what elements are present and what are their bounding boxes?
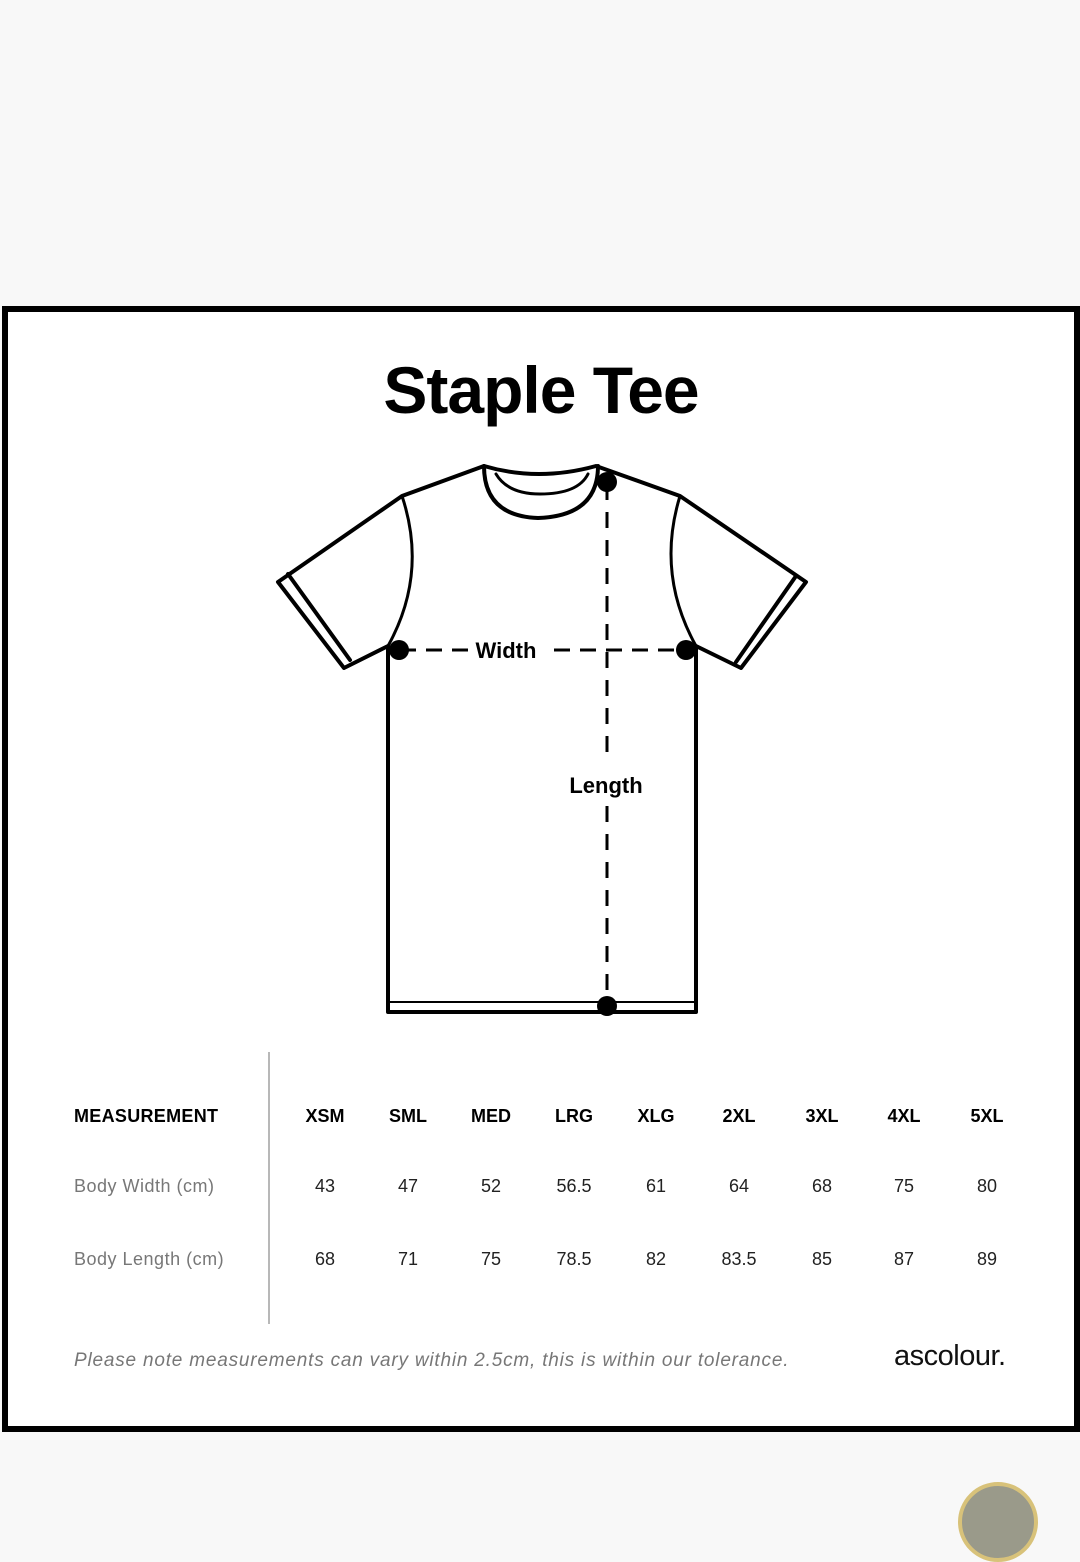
size-header: 2XL [722,1106,756,1126]
table-cell: 68 [811,1176,833,1196]
brand-logo: ascolour. [894,1340,1006,1372]
floating-action-button[interactable] [958,1482,1038,1562]
table-cell: 64 [728,1176,750,1196]
row-label: Body Width (cm) [74,1176,215,1196]
table-cell: 85 [811,1249,833,1269]
table-row-body-width [8,1176,1074,1206]
length-top-dot [597,472,617,492]
table-cell: 87 [893,1249,915,1269]
size-chart-card [2,306,1080,1432]
tolerance-note: Please note measurements can vary within 2.5cm, this is within our tolerance. [74,1350,790,1371]
table-cell: 47 [397,1176,419,1196]
row-label: Body Length (cm) [74,1249,225,1269]
tshirt-outline [278,466,806,1012]
size-header: MED [471,1106,511,1126]
size-header: XSM [305,1106,345,1126]
size-header: SML [389,1106,427,1126]
table-cell: 83.5 [721,1249,757,1269]
table-cell: 80 [976,1176,998,1196]
width-left-dot [389,640,409,660]
size-header: XLG [637,1106,675,1126]
table-header-row [8,1106,1074,1136]
measurement-header: MEASUREMENT [74,1106,219,1126]
size-header: 5XL [970,1106,1004,1126]
right-armhole [671,496,696,646]
length-bottom-dot [597,996,617,1016]
length-label: Length [569,773,643,798]
size-header: 3XL [805,1106,839,1126]
collar-inner [496,474,588,494]
width-right-dot [676,640,696,660]
table-cell: 75 [480,1249,502,1269]
table-cell: 78.5 [556,1249,592,1269]
chart-title: Staple Tee [383,353,699,427]
table-cell: 52 [480,1176,502,1196]
right-sleeve-cuff [736,576,796,662]
table-cell: 61 [645,1176,667,1196]
table-cell: 68 [314,1249,336,1269]
table-cell: 71 [397,1249,419,1269]
left-sleeve-cuff [288,574,350,660]
table-cell: 89 [976,1249,998,1269]
left-armhole [388,496,412,646]
size-header: 4XL [887,1106,921,1126]
width-label: Width [475,638,537,663]
table-row-body-length [8,1249,1074,1279]
table-cell: 75 [893,1176,915,1196]
size-header: LRG [555,1106,593,1126]
table-cell: 82 [645,1249,667,1269]
table-cell: 43 [314,1176,336,1196]
table-cell: 56.5 [556,1176,592,1196]
